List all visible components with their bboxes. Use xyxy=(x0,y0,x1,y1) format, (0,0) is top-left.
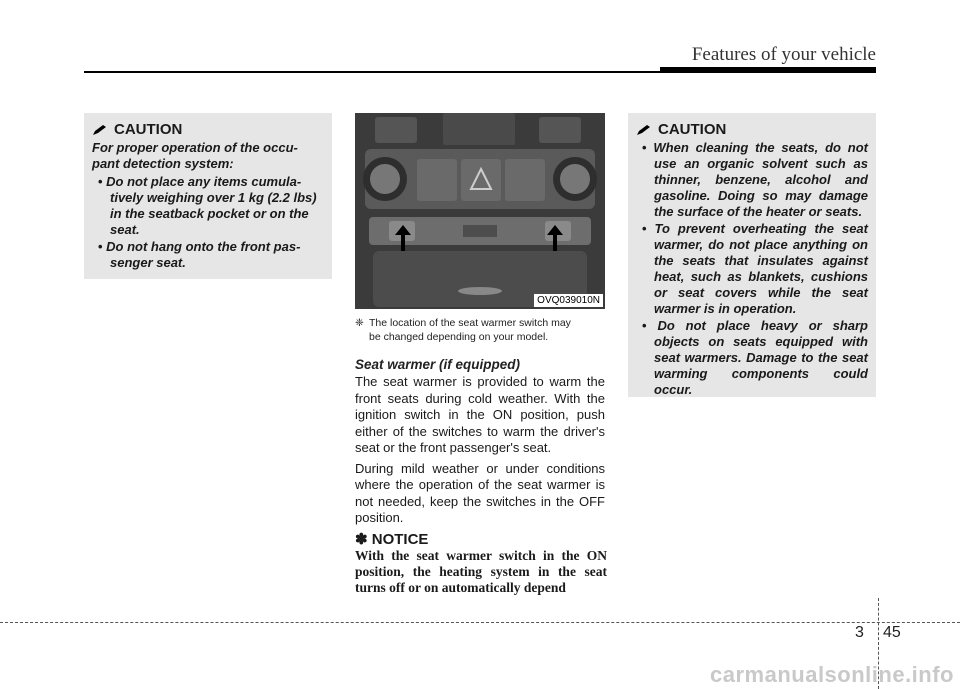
body-paragraph: The seat warmer is provided to warm the front seats during cold weather. With the ignition switch in the ON position, push either of the switches to warm the driver's seat or the front passenger's seat. xyxy=(355,374,605,455)
watermark: carmanualsonline.info xyxy=(710,662,954,687)
section-heading-seat-warmer: Seat warmer (if equipped) xyxy=(355,357,521,372)
caution-title: CAUTION xyxy=(114,121,183,138)
caution-item: • When cleaning the seats, do not use an organic solvent such as thinner, benzene, alcohol and gasoline. Doing so may damage the surface of the heater or seats. xyxy=(636,140,868,220)
caution-item: • Do not place any items cumula-tively weighing over 1 kg (2.2 lbs) in the seatback pocket or on the seat. xyxy=(92,174,324,238)
seat-warmer-switch-photo xyxy=(355,113,605,309)
figure-caption xyxy=(355,316,605,344)
caution-box-occupant-detection xyxy=(84,113,332,279)
caption-symbol: ❈ xyxy=(355,317,364,329)
dashboard-illustration xyxy=(355,113,605,309)
caption-line: be changed depending on your model. xyxy=(369,331,549,343)
caution-box-cleaning xyxy=(628,113,876,397)
page-header-title: Features of your vehicle xyxy=(691,44,876,65)
pencil-icon xyxy=(92,124,108,136)
figure-code: OVQ039010N xyxy=(534,294,603,307)
caution-title: CAUTION xyxy=(658,121,727,138)
caution-heading xyxy=(92,121,324,138)
notice-text: With the seat warmer switch in the ON position, the heating system in the seat turns off or on automatically depend xyxy=(355,548,607,595)
footer-rule xyxy=(0,622,960,623)
caption-line: The location of the seat warmer switch may xyxy=(369,317,571,329)
caution-item: • Do not hang onto the front pas-senger seat. xyxy=(92,239,324,271)
notice-heading: ✽ NOTICE xyxy=(355,531,429,548)
caution-item: • To prevent overheating the seat warmer, do not place anything on the seats that insulates against heat, such as blankets, cushions or seat covers while the seat warmer is in operation. xyxy=(636,221,868,317)
header-rule-accent xyxy=(660,67,876,72)
body-paragraph: During mild weather or under conditions where the operation of the seat warmer is not needed, keep the switches in the OFF position. xyxy=(355,460,605,525)
caution-item: • Do not place heavy or sharp objects on seats equipped with seat warmers. Damage to the seat warming components could occur. xyxy=(636,318,868,398)
page-number: 45 xyxy=(883,624,901,641)
caution-heading xyxy=(636,121,868,138)
caution-intro: For proper operation of the occu-pant detection system: xyxy=(92,140,298,171)
chapter-number: 3 xyxy=(855,624,864,641)
pencil-icon xyxy=(636,124,652,136)
seat-warmer-body xyxy=(355,374,605,531)
